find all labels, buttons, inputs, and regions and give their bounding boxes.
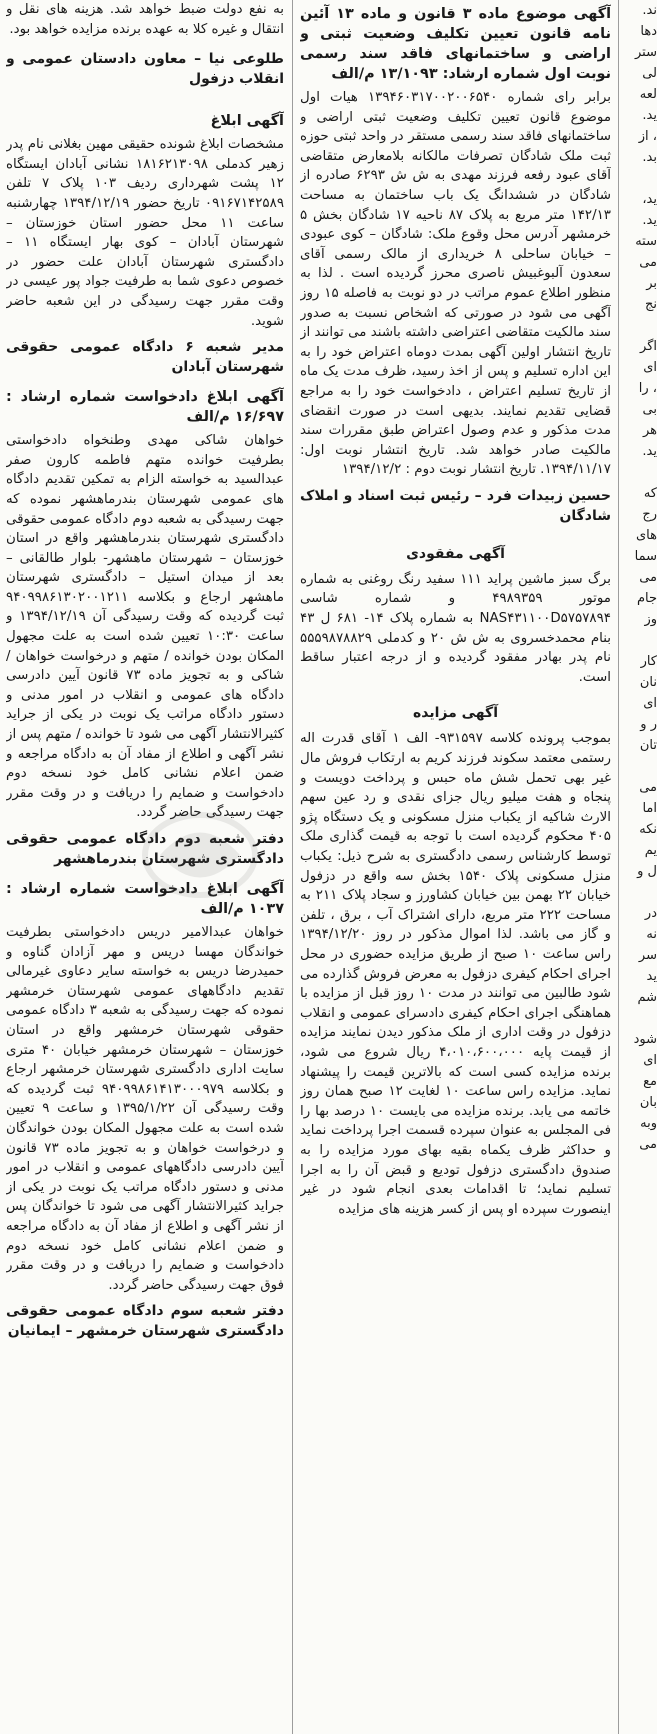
- notice-body: مشخصات ابلاغ شونده حقیقی مهین بغلانی نام پدر زهیر کدملی ۱۸۱۶۲۱۳۰۹۸ نشانی آبادان ایستگاه ۱۲ پشت شهرداری ردیف ۱۰۳ پلاک ۷ تلفن ۰۹۱۶۷۱۴۲۵۸۹ تاریخ حضور ۱۳۹۴/۱۲/۱۹ چهارشنبه ساعت ۱۱ محل حضور استان خوزستان – شهرستان آبادان – کوی بهار ایستگاه ۱۱ – دادگستری شهرستان آبادان علت حضور در خصوص دعوی شما به طرفیت جواد پور عیسی در وقت مقرر جهت رسیدگی در این شعبه حاضر شوید.: [6, 137, 284, 329]
- edge-text-fragment: می: [639, 255, 657, 270]
- edge-text-fragment: وبه: [640, 1116, 657, 1131]
- edge-text-fragment: نه: [646, 927, 657, 942]
- notice-body: برگ سبز ماشین پراید ۱۱۱ سفید رنگ روغنی به شماره موتور ۴۹۸۹۳۵۹ و شماره شاسی NAS۴۳۱۱۰۰D۵۷۵۷۸۹۴ به شماره پلاک ۱۴- ۶۸۱ ل ۴۳ بنام محمدخسروی به ش ش ۲۰ و کدملی ۵۵۵۹۸۷۸۸۲۹ نام پدر بهادر مفقود گردیده و از درجه اعتبار ساقط است.: [300, 571, 611, 685]
- edge-text-fragment: لعه: [639, 87, 657, 102]
- edge-text-fragment: ای: [643, 696, 657, 711]
- edge-text-fragment: [622, 462, 657, 483]
- edge-text-fragment: [622, 315, 657, 336]
- edge-text-fragment: ید،: [642, 192, 657, 207]
- edge-text-fragment: شود: [633, 1032, 657, 1047]
- edge-text-fragment: بی: [642, 402, 657, 417]
- edge-text-fragment: [622, 1008, 657, 1029]
- edge-text-fragment: اگر: [640, 339, 657, 354]
- edge-text-fragment: بد.: [642, 150, 657, 165]
- edge-text-fragment: سر: [638, 948, 657, 963]
- edge-text-fragment: ید.: [642, 213, 657, 228]
- notice-signature: مدیر شعبه ۶ دادگاه عمومی حقوقی شهرستان آبادان: [6, 339, 284, 376]
- edge-text-fragment: رج: [642, 507, 657, 522]
- middle-column: [300, 0, 611, 1734]
- notice-summons-abadan: [6, 111, 284, 377]
- notice-signature: حسین زبیدات فرد – رئیس ثبت اسناد و املاک شادگان: [300, 487, 611, 524]
- edge-text-fragment: می: [639, 570, 657, 585]
- edge-text-fragment: شم: [637, 990, 657, 1005]
- clipped-right-column: [622, 0, 657, 1734]
- notice-body: خواهان شاکی مهدی وطنخواه دادخواستی بطرفیت خوانده متهم فاطمه کارون صفر عبدالسید به خواسته الزام به تمکین تقدیم دادگاه های عمومی شهرستان بندرماهشهر نموده که جهت رسیدگی به شعبه دوم دادگاه عمومی حقوقی دادگستری شهرستان بندرماهشهر واقع در استان خوزستان – شهرستان ماهشهر- بلوار طالقانی – بعد از میدان استیل – دادگستری شهرستان ماهشهر ارجاع و بکلاسه ۹۴۰۹۹۸۶۱۳۰۲۰۰۱۲۱۱ ثبت گردیده که وقت رسیدگی آن ۱۳۹۴/۱۲/۱۹ و ساعت ۱۰:۳۰ تعیین شده است به علت مجهول المکان بودن خوانده / متهم و درخواست خواهان / شاکی و به تجویز ماده ۷۳ قانون آیین دادرسی دادگاه های عمومی و انقلاب در امور مدنی و دستور دادگاه مراتب یک نوبت در یکی از جراید کثیرالانتشار آگهی می شود تا خوانده / متهم پس از نشر آگهی و اطلاع از مفاد آن به دادگاه مراجعه و ضمن اعلام نشانی کامل خود نسخه دوم دادخواست و ضمایم را دریافت و در وقت مقرر جهت رسیدگی حاضر گردد.: [6, 433, 284, 821]
- edge-text-fragment: بان: [639, 1095, 657, 1110]
- notice-title: آگهی مفقودی: [406, 545, 505, 562]
- edge-text-fragment: می: [639, 780, 657, 795]
- column-divider: [618, 0, 619, 1734]
- notice-body: بموجب پرونده کلاسه ۹۳۱۵۹۷- الف ۱ آقای قدرت اله رستمی معتمد سکوند فرزند کریم به ارتکاب فروش مال غیر بهی تحمل شش ماه حبس و پرداخت دویست و پنجاه و هفت میلیو ریال جزای نقدی و رد عین سهم الارث شاکیه از یکباب منزل مسکونی و یک دستگاه پژو ۴۰۵ محکوم گردیده است با توجه به قیمت گذاری ملک توسط کارشناس رسمی دادگستری به شرح ذیل: یکباب منزل مسکونی پلاک ۱۵۴۰ بخش سه واقع در دزفول خیابان ۲۲ بهمن بین خیابان کشاورز و سجاد پلاک ۲۱۱ به مساحت ۲۲۲ متر مربع، دارای اشتراک آب ، برق ، تلفن و گاز می باشد. لذا اموال مذکور در روز ۱۳۹۴/۱۲/۲۰ راس ساعت ۱۰ صبح از طریق مزایده حضوری در محل اجرای احکام کیفری دزفول به معرض فروش گذارده می شود طالبین می توانند در مدت ۱۰ روز قبل از مزایده با هماهنگی اجرای احکام کیفری دادسرای عمومی و انقلاب دزفول در وقت اداری از ملک مذکور دیدن نمایند مزایده از قیمت پایه ۴،۰۱۰،۶۰۰،۰۰۰ ریال شروع می شود، برنده مزایده کسی است که بالاترین قیمت را پیشنهاد نماید. مزایده راس ساعت ۱۰ لغایت ۱۲ صبح همان روز خاتمه می یابد. برنده مزایده می بایست ۱۰ درصد بها را فی المجلس به عنوان سپرده قسمت اجرا پرداخت نماید و حداکثر ظرف یکماه بقیه بهای مورد مزایده را به صندوق دادگستری دزفول تودیع و قبض آن را به اجرا تسلیم نماید؛ تا اقدامات بعدی انجام شود در غیر اینصورت سپرده او پس از کسر هزینه های مزایده: [300, 731, 611, 1217]
- edge-text-fragment: سته: [635, 234, 657, 249]
- edge-text-fragment: ید: [646, 969, 657, 984]
- notice-petition-mahshahr: [6, 387, 284, 869]
- edge-text-fragment: تان: [639, 738, 657, 753]
- edge-text-fragment: [622, 756, 657, 777]
- edge-text-fragment: [622, 630, 657, 651]
- edge-text-fragment: بر: [646, 276, 657, 291]
- notice-body: خواهان عبدالامیر دریس دادخواستی بطرفیت خواندگان مهسا دریس و مهر آزادان گناوه و حمیدرضا دریس به خواسته سایر دعاوی غیرمالی تقدیم دادگاههای عمومی شهرستان خرمشهر نموده که جهت رسیدگی به شعبه ۳ دادگاه عمومی حقوقی شهرستان خرمشهر واقع در استان خوزستان – شهرستان خرمشهر خیابان ۴۰ متری سایت اداری دادگستری شهرستان خرمشهر ارجاع و بکلاسه ۹۴۰۹۹۸۶۱۴۱۳۰۰۰۹۷۹ ثبت گردیده که وقت رسیدگی آن ۱۳۹۵/۱/۲۲ و ساعت ۹ تعیین شده است به علت مجهول المکان بودن خواندگان و درخواست خواهان و به تجویز ماده ۷۳ قانون آیین دادرسی دادگاههای عمومی و انقلاب در امور مدنی و دستور دادگاه مراتب یک نوبت در یکی از جراید کثیرالانتشار آگهی می شود تا خواندگان پس از نشر آگهی و اطلاع از مفاد آن به دادگاه مراجعه و ضمن اعلام نشانی کامل خود نسخه دوم دادخواست و ضمایم را دریافت و در وقت مقرر فوق جهت رسیدگی حاضر گردد.: [6, 925, 284, 1293]
- edge-text-fragment: ای: [643, 360, 657, 375]
- edge-text-fragment: یم: [644, 843, 657, 858]
- edge-text-fragment: [622, 882, 657, 903]
- notice-title: آگهی ابلاغ دادخواست شماره ارشاد : ۱۰۳۷ م/الف: [6, 881, 284, 917]
- edge-text-fragment: کار: [640, 654, 657, 669]
- notice-body: به نفع دولت ضبط خواهد شد. هزینه های نقل و انتقال و غیره کلا به عهده برنده مزایده خواهد بود.: [6, 2, 284, 37]
- notice-registration: [300, 4, 611, 526]
- edge-text-fragment: های: [636, 528, 657, 543]
- notice-petition-khorramshahr: [6, 879, 284, 1341]
- notice-auction: [300, 703, 611, 1219]
- notice-signature: دفتر شعبه دوم دادگاه عمومی حقوقی دادگستری شهرستان بندرماهشهر: [6, 831, 284, 867]
- edge-text-fragment: ر و: [640, 717, 657, 732]
- edge-text-fragment: نان: [639, 675, 657, 690]
- notice-signature: طلوعی نیا – معاون دادستان عمومی و انقلاب دزفول: [6, 51, 284, 88]
- edge-text-fragment: لی: [642, 66, 657, 81]
- notice-lost-document: [300, 544, 611, 688]
- edge-text-fragment: ید.: [642, 108, 657, 123]
- edge-text-fragment: اما: [642, 801, 657, 816]
- edge-text-fragment: سما: [634, 549, 657, 564]
- edge-text-fragment: ل و: [637, 864, 657, 879]
- notice-title: آگهی ابلاغ: [210, 113, 284, 130]
- left-column: [6, 0, 284, 1734]
- notice-signature: دفتر شعبه سوم دادگاه عمومی حقوقی دادگستری شهرستان خرمشهر – ایمانیان: [6, 1303, 284, 1340]
- edge-text-fragment: که: [643, 486, 657, 501]
- edge-text-fragment: نج: [644, 297, 657, 312]
- notice-title: آگهی موضوع ماده ۳ قانون و ماده ۱۳ آئین نامه قانون تعیین تکلیف وضعیت ثبتی و اراضی و ساختمانهای فاقد سند رسمی نوبت اول شماره ارشاد: ۱۳/۱۰۹۳ م/الف: [300, 6, 611, 82]
- edge-text-fragment: نکه: [639, 822, 657, 837]
- edge-text-fragment: ستر: [635, 45, 657, 60]
- edge-text-fragment: در: [644, 906, 657, 921]
- edge-text-fragment: ای: [643, 1053, 657, 1068]
- notice-title: آگهی مزایده: [412, 705, 498, 722]
- notice-title: آگهی ابلاغ دادخواست شماره ارشاد : ۱۶/۶۹۷ م/الف: [6, 389, 284, 426]
- edge-text-fragment: جام: [636, 591, 657, 606]
- edge-text-fragment: مع: [643, 1074, 657, 1089]
- notice-continuation: [6, 0, 284, 39]
- edge-text-fragment: ید.: [642, 444, 657, 459]
- edge-text-fragment: می: [639, 1137, 657, 1152]
- edge-text-fragment: وز: [644, 612, 657, 627]
- edge-text-fragment: [622, 168, 657, 189]
- edge-text-fragment: ، از: [638, 129, 657, 144]
- edge-text-fragment: دها: [640, 24, 657, 39]
- notice-body: برابر رای شماره ۱۳۹۴۶۰۳۱۷۰۰۲۰۰۶۵۴۰ هیات اول موضوع قانون تعیین تکلیف وضعیت ثبتی اراضی و ساختمانهای فاقد سند رسمی مستقر در واحد ثبتی حوزه ثبت ملک شادگان تصرفات مالکانه بلامعارض متقاضی آقای عبود رفعه فرزند مهدی به ش ش ۶۲۹۳ صادره از شادگان در ششدانگ یک باب ساختمان به مساحت ۱۴۲/۱۳ متر مربع به پلاک ۸۷ ناحیه ۱۷ شادگان بخش ۵ خرمشهر آدرس محل وقوع ملک: شادگان – کوی عبودی – خیابان ساحلی ۸ خریداری از مالک رسمی آقای سعدون آلبوغبیش ناصری محرز گردیده است . لذا به منظور اطلاع عموم مراتب در دو نوبت به فاصله ۱۵ روز آگهی می شود در صورتی که اشخاص نسبت به صدور سند مالکیت متقاضی اعتراضی داشته باشند می توانند از تاریخ انتشار اولین آگهی بمدت دوماه اعتراض خود را به این اداره تسلیم و پس از اخذ رسید، ظرف مدت یک ماه از تاریخ تسلیم اعتراض ، دادخواست خود را به مراجع قضایی تقدیم نمایند. بدیهی است در صورت انقضای مدت مذکور و عدم وصول اعتراض طبق مقررات سند مالکیت صادر خواهد شد. تاریخ انتشار نوبت اول: ۱۳۹۴/۱۱/۱۷. تاریخ انتشار نوبت دوم : ۱۳۹۴/۱۲/۲: [300, 90, 611, 478]
- edge-text-fragment: ند.: [642, 3, 657, 18]
- edge-text-fragment: ، را: [638, 381, 657, 396]
- column-divider: [292, 0, 293, 1734]
- edge-text-fragment: هر: [642, 423, 657, 438]
